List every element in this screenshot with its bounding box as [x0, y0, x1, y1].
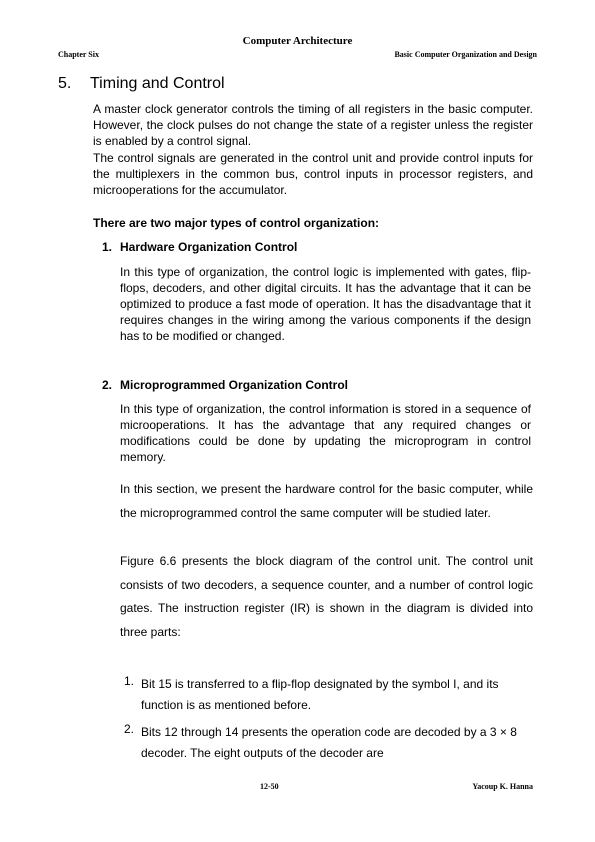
- list-item-2-number: 2.: [124, 722, 135, 736]
- intro-paragraph-2: The control signals are generated in the control unit and provide control inputs for the multiplexers in the common bus, control inputs in processor registers, and microoperations for the accumulator.: [93, 151, 533, 197]
- section-title: Timing and Control: [90, 75, 225, 92]
- type-2-body: In this type of organization, the control information is stored in a sequence of microoperations. It has the advantage that any required changes or modifications could be done by updating the microprogram in control memory.: [120, 402, 531, 464]
- list-item-1-number: 1.: [124, 674, 135, 688]
- list-item-1-text: Bit 15 is transferred to a flip-flop designated by the symbol I, and its function is as mentioned before.: [141, 677, 499, 712]
- type-1-title: Hardware Organization Control: [120, 240, 298, 254]
- present-paragraph: In this section, we present the hardware control for the basic computer, while the microprogrammed control the same computer will be studied later.: [120, 482, 533, 520]
- type-2-title: Microprogrammed Organization Control: [120, 378, 349, 392]
- list-item-2-text: Bits 12 through 14 presents the operation code are decoded by a 3 × 8 decoder. The eight outputs of the decoder are: [141, 725, 517, 760]
- footer-author: Yacoup K. Hanna: [472, 782, 533, 791]
- section-number: 5.: [58, 75, 72, 92]
- header-chapter: Chapter Six: [58, 50, 99, 59]
- header-title: Computer Architecture: [242, 35, 353, 47]
- type-2-number: 2.: [102, 378, 113, 392]
- type-1-body: In this type of organization, the control logic is implemented with gates, flip-flops, decoders, and other digital circuits. It has the advantage that it can be optimized to produce a fast mode of operation. It has the disadvantage that it requires changes in the wiring among the various components if the design has to be modified or changed.: [120, 265, 531, 343]
- footer-page-number: 12-50: [260, 782, 279, 791]
- figure-paragraph: Figure 6.6 presents the block diagram of the control unit. The control unit consists of two decoders, a sequence counter, and a number of control logic gates. The instruction register (IR) is shown in the diagram is divided into three parts:: [120, 554, 533, 639]
- type-1-number: 1.: [102, 240, 113, 254]
- header-section-title: Basic Computer Organization and Design: [394, 50, 537, 59]
- intro-paragraph-1: A master clock generator controls the timing of all registers in the basic computer. However, the clock pulses do not change the state of a register unless the register is enabled by a control signal.: [93, 102, 533, 148]
- types-heading: There are two major types of control organization:: [93, 216, 380, 230]
